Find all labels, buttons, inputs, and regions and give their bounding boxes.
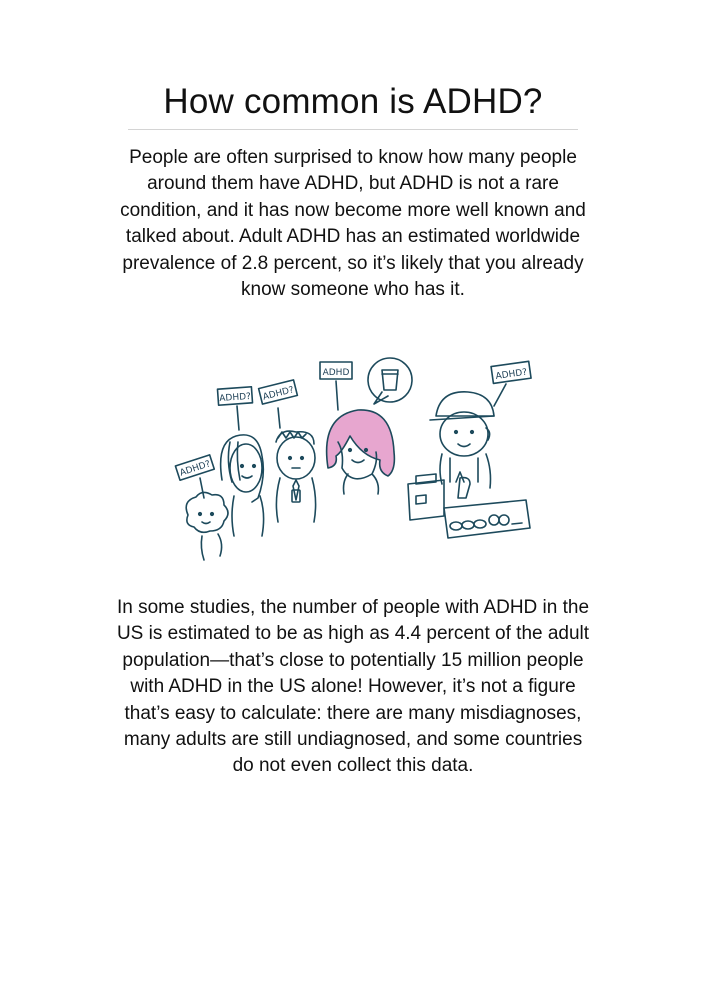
barista-figure — [430, 361, 531, 488]
pastry-case — [444, 500, 530, 538]
coffee-counter — [408, 474, 530, 538]
people-illustration — [160, 350, 550, 565]
barista-sign-label: ADHD? — [495, 367, 528, 382]
statistics-paragraph: In some studies, the number of people with ADHD in the US is estimated to be as high as 4.4 percent of the adult population—that’s close to potentially 15 million people with ADHD in the US alone! However, it’s not a figure that’s easy to calculate: there are many misdiagnoses, many adults are still undiagnosed, and some countries do not even collect this data. — [116, 597, 590, 777]
man-sign-label: ADHD? — [261, 385, 296, 403]
page-title: How common is ADHD? — [163, 82, 543, 121]
pink-hair-figure — [320, 358, 412, 494]
intro-paragraph: People are often surprised to know how many people around them have ADHD, but ADHD is not a rare condition, and it has now become more well known and talked about. Adult ADHD has an estimated worldwide prevalence of 2.8 percent, so it’s likely that you already know someone who has it. — [120, 147, 586, 301]
man-figure — [259, 380, 316, 522]
pink-sign-label: ADHD — [322, 368, 350, 378]
woman-sign-label: ADHD? — [219, 391, 252, 405]
title-divider — [128, 129, 578, 130]
woman-figure — [217, 387, 263, 536]
coffee-cup-icon — [382, 370, 398, 390]
coffee-thought-bubble — [368, 358, 412, 402]
child-sign-label: ADHD? — [178, 459, 212, 479]
